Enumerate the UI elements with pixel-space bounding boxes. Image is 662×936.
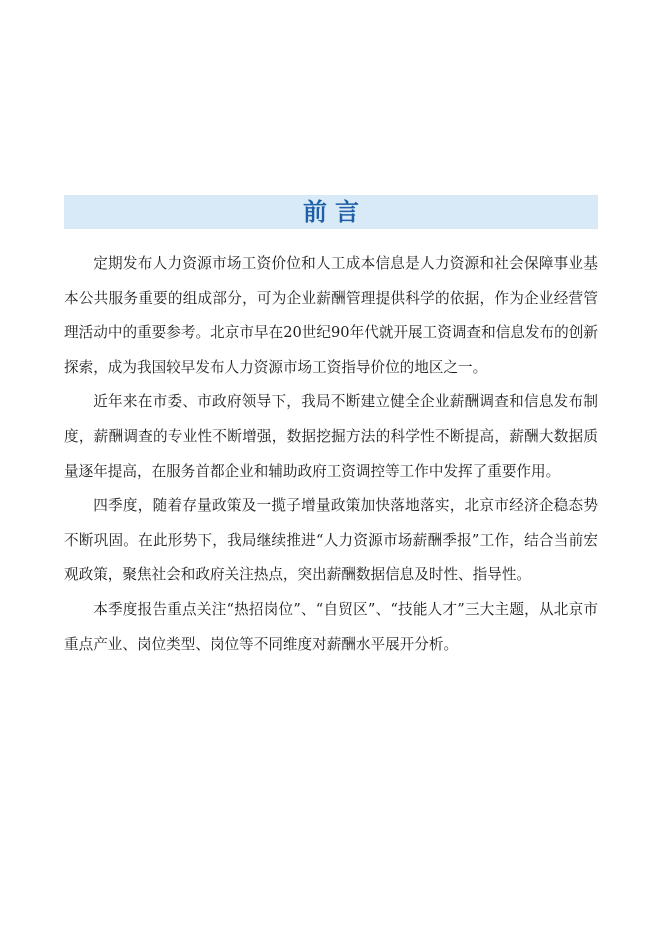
title-banner: [64, 195, 598, 229]
paragraph-4: 本季度报告重点关注“热招岗位”、“自贸区”、“技能人才”三大主题，从北京市重点产业、岗位类型、岗位等不同维度对薪酬水平展开分析。: [64, 600, 598, 653]
page-title: 前言: [303, 198, 367, 226]
paragraph-1: 定期发布人力资源市场工资价位和人工成本信息是人力资源和社会保障事业基本公共服务重要的组成部分，可为企业薪酬管理提供科学的依据，作为企业经营管理活动中的重要参考。北京市早在20世纪90年代就开展工资调查和信息发布的创新探索，成为我国较早发布人力资源市场工资指导价位的地区之一。: [64, 255, 598, 376]
preface-body: [64, 247, 598, 662]
paragraph-2: 近年来在市委、市政府领导下，我局不断建立健全企业薪酬调查和信息发布制度，薪酬调查的专业性不断增强，数据挖掘方法的科学性不断提高，薪酬大数据质量逐年提高，在服务首都企业和辅助政府工资调控等工作中发挥了重要作用。: [64, 393, 598, 480]
paragraph-3: 四季度，随着存量政策及一揽子增量政策加快落地落实，北京市经济企稳态势不断巩固。在此形势下，我局继续推进“人力资源市场薪酬季报”工作，结合当前宏观政策，聚焦社会和政府关注热点，突出薪酬数据信息及时性、指导性。: [64, 497, 598, 584]
